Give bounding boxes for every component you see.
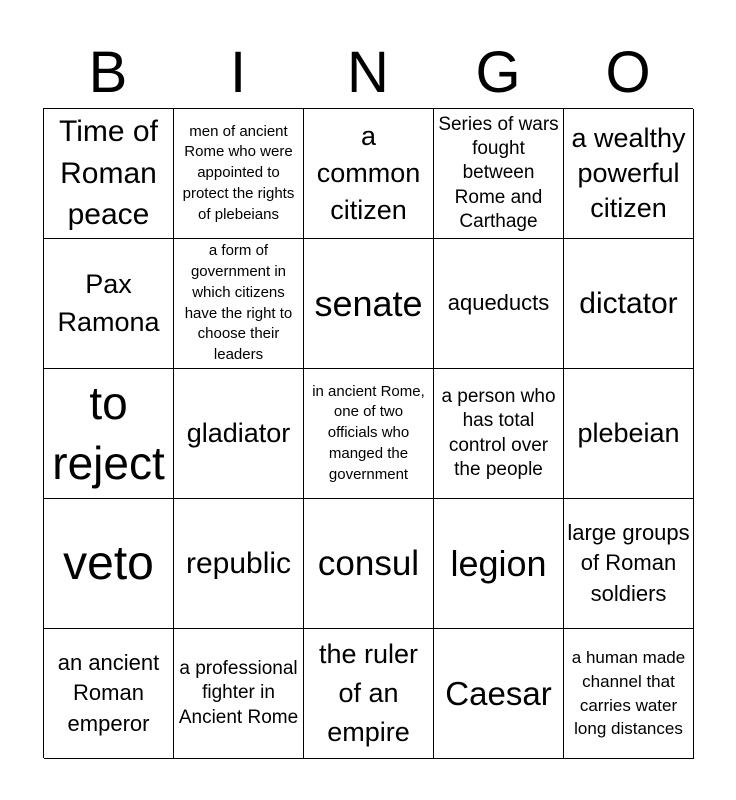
bingo-cell-r1c5[interactable] — [564, 109, 694, 239]
cell-text: aqueducts — [447, 290, 550, 316]
cell-text: a human made channel that carries water long distances — [571, 647, 686, 739]
cell-text: dictator — [579, 286, 678, 320]
bingo-cell-r1c4[interactable] — [434, 109, 564, 239]
cell-text: gladiator — [186, 417, 291, 448]
header-letter-n: N — [347, 40, 389, 105]
cell-text: large groups of Roman soldiers — [567, 519, 690, 606]
cell-text: plebeian — [577, 417, 680, 448]
bingo-board — [43, 108, 693, 758]
bingo-cell-r1c2[interactable] — [174, 109, 304, 239]
bingo-cell-r2c5[interactable] — [564, 239, 694, 369]
cell-text: republic — [185, 546, 292, 580]
bingo-cell-r3c3[interactable] — [304, 369, 434, 499]
bingo-cell-r5c2[interactable] — [174, 629, 304, 759]
bingo-cell-r2c3[interactable] — [304, 239, 434, 369]
cell-text: consul — [317, 543, 420, 583]
bingo-cell-r2c2[interactable] — [174, 239, 304, 369]
cell-text: Pax Ramona — [57, 269, 160, 337]
bingo-cell-r1c1[interactable] — [44, 109, 174, 239]
bingo-cell-r4c5[interactable] — [564, 499, 694, 629]
cell-text: Series of wars fought between Rome and Carthage — [438, 113, 559, 232]
cell-text: Time of Roman peace — [59, 115, 158, 232]
bingo-cell-r4c2[interactable] — [174, 499, 304, 629]
cell-text: senate — [314, 282, 423, 324]
cell-text: in ancient Rome, one of two officials who manged the government — [312, 382, 425, 483]
header-letter-g: G — [475, 40, 521, 105]
bingo-cell-r3c1[interactable] — [44, 369, 174, 499]
cell-text: veto — [63, 536, 154, 590]
header-letter-o: O — [605, 40, 651, 105]
cell-text: a person who has total control over the people — [441, 385, 556, 480]
cell-text: the ruler of an empire — [318, 638, 419, 748]
cell-text: a wealthy powerful citizen — [571, 122, 686, 224]
header-letter-b: B — [88, 40, 128, 105]
cell-text: men of ancient Rome who were appointed to protect the rights of plebeians — [182, 122, 295, 223]
bingo-cell-r5c4[interactable] — [434, 629, 564, 759]
bingo-cell-r4c1[interactable] — [44, 499, 174, 629]
bingo-cell-r1c3[interactable] — [304, 109, 434, 239]
cell-text: a form of government in which citizens have the right to choose their leaders — [184, 242, 293, 363]
cell-text: Caesar — [445, 674, 552, 712]
cell-text: a professional fighter in Ancient Rome — [178, 658, 299, 728]
bingo-cell-r3c4[interactable] — [434, 369, 564, 499]
cell-text: to reject — [52, 376, 165, 489]
cell-text: legion — [450, 542, 547, 584]
bingo-cell-r3c2[interactable] — [174, 369, 304, 499]
bingo-cell-r3c5[interactable] — [564, 369, 694, 499]
bingo-cell-r4c4[interactable] — [434, 499, 564, 629]
bingo-header — [43, 40, 693, 106]
bingo-cell-r5c1[interactable] — [44, 629, 174, 759]
cell-text: an ancient Roman emperor — [57, 649, 160, 736]
bingo-cell-r2c4[interactable] — [434, 239, 564, 369]
cell-text: a common citizen — [316, 120, 421, 226]
bingo-cell-r4c3[interactable] — [304, 499, 434, 629]
bingo-cell-r5c5[interactable] — [564, 629, 694, 759]
bingo-cell-r2c1[interactable] — [44, 239, 174, 369]
header-letter-i: I — [229, 40, 247, 105]
bingo-cell-r5c3[interactable] — [304, 629, 434, 759]
